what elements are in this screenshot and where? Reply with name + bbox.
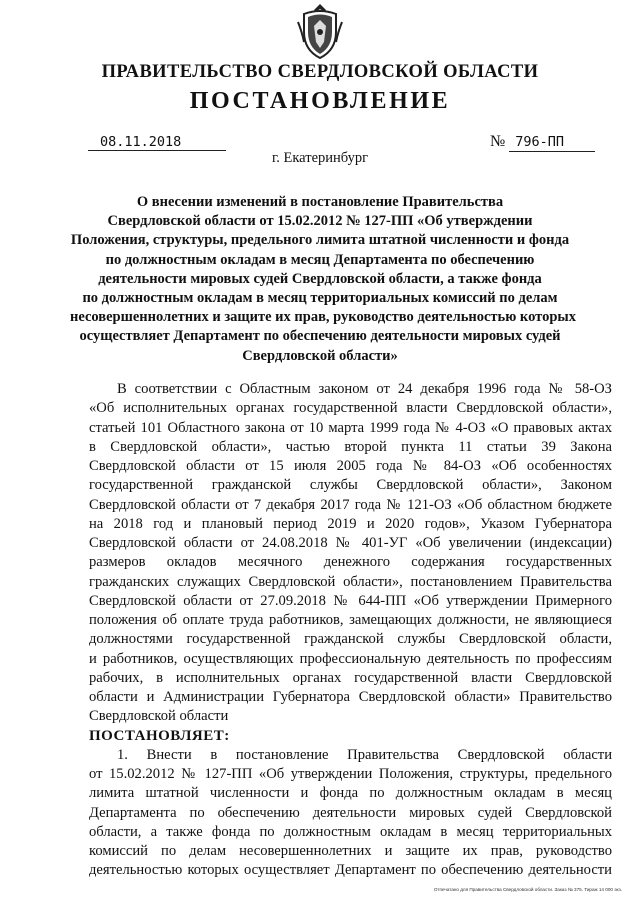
preamble-line: Свердловской области [89,708,229,725]
coat-of-arms-icon [296,2,344,60]
title-line: Свердловской области от 15.02.2012 № 127-ПП «Об утверждении [107,213,533,230]
preamble-line: положения об оплате труда работников, замещающих должности, не являющиеся [89,612,612,628]
resolves-heading: ПОСТАНОВЛЯЕТ: [89,727,230,744]
item1-line: Департамента по обеспечению деятельности мировых судей Свердловской [89,804,612,821]
item1-line: от 15.02.2012 № 127-ПП «Об утверждении Положения, структуры, предельного [89,766,612,782]
preamble-line: должностями государственной гражданской службы Свердловской области, [89,631,612,648]
preamble-line: в Свердловской области», частью второй пункта 11 статьи 39 Закона [89,438,612,455]
print-footer: Отпечатано для Правительства Свердловской области. Заказ № 375. Тираж 14 000 экз. [433,887,622,892]
item1-line: деятельностью которых осуществляет Департамент по обеспечению деятельности [89,862,612,879]
title-line: О внесении изменений в постановление Правительства [136,194,504,210]
item1-line: области, а также фонда по должностным окладам в месяц территориальных [89,823,612,840]
title-line: Свердловской области» [242,347,398,364]
title-line: по должностным окладам в месяц Департамента по обеспечению [105,251,535,268]
preamble-line: гражданских служащих Свердловской области», постановлением Правительства [89,573,612,590]
preamble-line: Свердловской области от 7 декабря 2017 года № 121-ОЗ «Об областном бюджете [89,496,612,513]
preamble-line: государственной гражданской службы Свердловской области», Законом [89,477,612,494]
preamble-line: В соответствии с Областным законом от 24 декабря 1996 года № 58-ОЗ [117,381,612,397]
document-title [70,193,576,366]
item1-line: комиссий по делам несовершеннолетних и защите их прав, руководство [89,843,612,859]
document-type: ПОСТАНОВЛЕНИЕ [189,88,451,114]
document-body [89,380,612,881]
preamble-line: и работников, осуществляющих профессиональную деятельность по профессиям [89,650,612,667]
preamble-line: Свердловской области от 27.09.2018 № 644-ПП «Об утверждении Примерного [89,592,612,609]
preamble-line: Свердловской области от 24.08.2018 № 401-УГ «Об увеличении (индексации) [89,535,612,551]
title-line: Положения, структуры, предельного лимита штатной численности и фонда [70,232,570,249]
preamble-line: на 2018 год и плановый период 2019 и 2020 годов», Указом Губернатора [89,515,612,532]
city: г. Екатеринбург [271,150,369,166]
title-line: деятельности мировых судей Свердловской области, а также фонда [98,270,542,287]
preamble-line: рабочих, в исполнительных органах государственной власти Свердловской [89,669,612,686]
number-value: 796-ПП [509,133,595,152]
preamble-line: Свердловской области от 15 июля 2005 года № 84-ОЗ «Об особенностях [89,458,612,474]
document-date: 08.11.2018 [88,133,226,151]
number-sign: № [490,133,506,150]
preamble-line: статьей 101 Областного закона от 10 марта 1999 года № 4-ОЗ «О правовых актах [89,419,612,436]
title-line: несовершеннолетних и защите их прав, руководство деятельностью которых [70,309,576,326]
document-number [490,133,595,151]
item1-line: 1. Внести в постановление Правительства Свердловской области [117,746,612,763]
title-line: по должностным окладам в месяц территориальных комиссий по делам [82,290,558,307]
item1-line: лимита штатной численности и фонда по должностным окладам в месяц [89,785,612,802]
preamble-line: «Об исполнительных органах государственной власти Свердловской области», [89,400,612,417]
government-name: ПРАВИТЕЛЬСТВО СВЕРДЛОВСКОЙ ОБЛАСТИ [101,62,539,82]
preamble-line: области и Администрации Губернатора Свердловской области» Правительство [89,689,612,705]
preamble-line: размеров окладов месячного денежного содержания государственных [89,554,612,571]
title-line: осуществляет Департамент по обеспечению деятельности мировых судей [79,328,561,345]
